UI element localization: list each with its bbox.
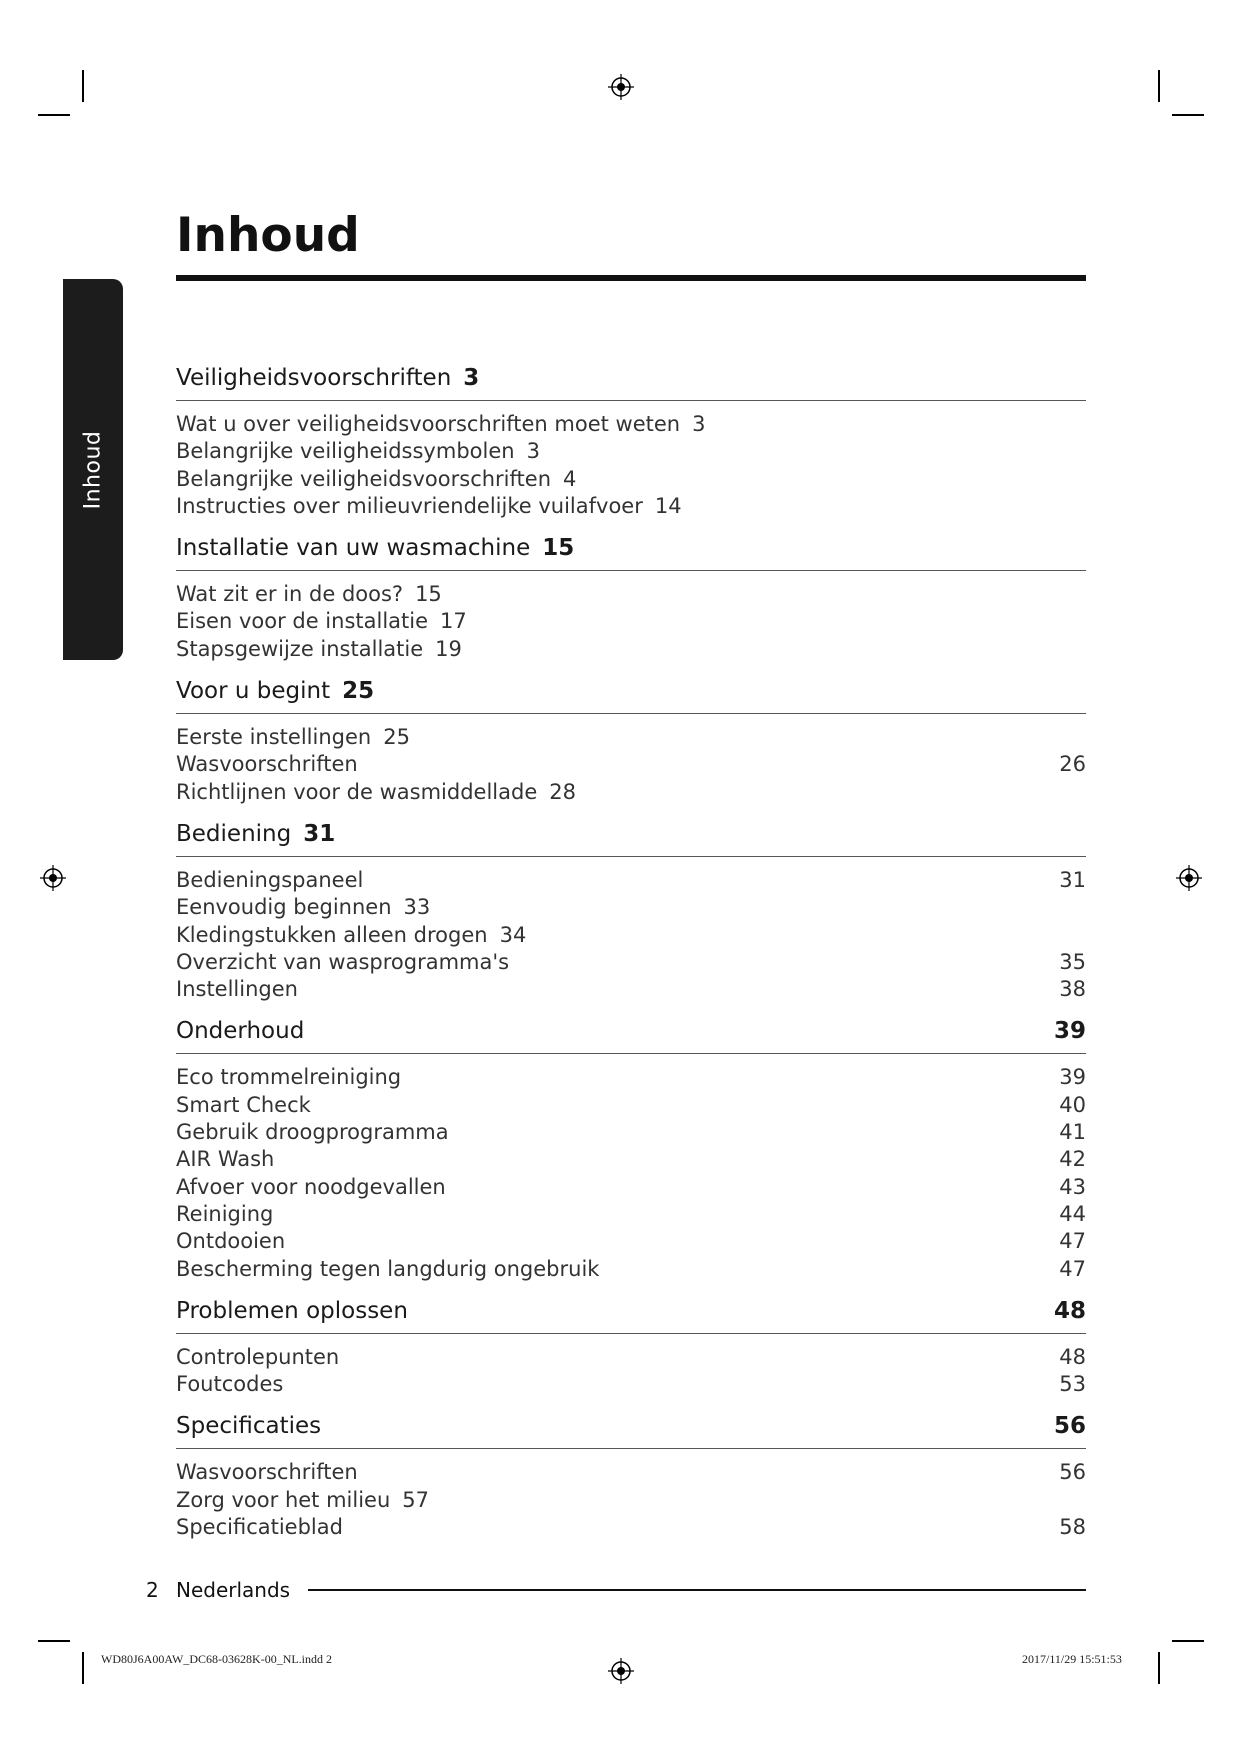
toc-entry-label: Zorg voor het milieu bbox=[176, 1487, 391, 1512]
toc-entry-page: 44 bbox=[1059, 1201, 1086, 1226]
toc-entry[interactable] bbox=[176, 411, 1086, 438]
toc-entry[interactable] bbox=[176, 751, 1086, 778]
toc-entry[interactable] bbox=[176, 949, 1086, 976]
toc-section bbox=[176, 675, 1086, 806]
toc-entry-page: 57 bbox=[402, 1487, 429, 1512]
toc-entry-page: 35 bbox=[1059, 949, 1086, 974]
toc-entry-page: 26 bbox=[1059, 752, 1086, 777]
toc-section-page: 15 bbox=[542, 535, 575, 562]
toc-entry-page: 40 bbox=[1059, 1092, 1086, 1117]
toc-entry[interactable] bbox=[176, 581, 1086, 608]
toc-entry-label: Stapsgewijze installatie bbox=[176, 636, 424, 661]
toc-entry[interactable] bbox=[176, 1256, 1086, 1283]
toc-entry-label: Wat u over veiligheidsvoorschriften moet weten bbox=[176, 412, 681, 436]
toc-entry-page: 39 bbox=[1059, 1065, 1086, 1090]
toc-section-page: 48 bbox=[1053, 1297, 1086, 1324]
toc-section-title: Installatie van uw wasmachine bbox=[176, 535, 531, 562]
toc-entry-label: Wat zit er in de doos? bbox=[176, 582, 404, 607]
toc-section bbox=[176, 1015, 1086, 1282]
toc-entry-page: 34 bbox=[499, 922, 527, 947]
toc-entry[interactable] bbox=[176, 724, 1086, 751]
toc-section-page: 31 bbox=[303, 820, 336, 847]
toc-entry[interactable] bbox=[176, 1119, 1086, 1146]
toc-section bbox=[176, 1410, 1086, 1541]
toc-entry[interactable] bbox=[176, 976, 1086, 1003]
toc-entry-label: Instructies over milieuvriendelijke vuilafvoer bbox=[176, 493, 643, 518]
toc-entry-page: 17 bbox=[440, 609, 467, 634]
toc-entry-label: Controlepunten bbox=[176, 1344, 340, 1369]
toc-entry-label: Reiniging bbox=[176, 1201, 274, 1226]
toc-entry[interactable] bbox=[176, 1228, 1086, 1255]
toc-section-title: Onderhoud bbox=[176, 1018, 305, 1045]
footer-rule bbox=[308, 1589, 1086, 1591]
toc-entry-label: Eenvoudig beginnen bbox=[176, 895, 392, 920]
toc-section-heading[interactable] bbox=[176, 362, 1086, 401]
crop-mark bbox=[82, 1652, 84, 1684]
toc-section-title: Voor u begint bbox=[176, 678, 331, 705]
title-rule bbox=[176, 275, 1086, 281]
toc-entry[interactable] bbox=[176, 867, 1086, 894]
toc-entry[interactable] bbox=[176, 608, 1086, 635]
toc-entry-label: Foutcodes bbox=[176, 1372, 284, 1397]
toc-section-title: Bediening bbox=[176, 820, 292, 847]
toc-entry-page: 56 bbox=[1059, 1460, 1086, 1485]
registration-mark-icon bbox=[1176, 865, 1202, 891]
toc-entry-page: 41 bbox=[1059, 1120, 1086, 1145]
toc-entry[interactable] bbox=[176, 636, 1086, 663]
page-footer bbox=[146, 1578, 1086, 1602]
toc-entry-page: 53 bbox=[1059, 1372, 1086, 1397]
toc-entry[interactable] bbox=[176, 1487, 1086, 1514]
toc-entry-page: 3 bbox=[526, 439, 540, 464]
toc-entry-label: Afvoer voor noodgevallen bbox=[176, 1174, 446, 1199]
toc-section-heading[interactable] bbox=[176, 532, 1086, 571]
registration-mark-icon bbox=[608, 1658, 634, 1684]
toc-entry-page: 43 bbox=[1059, 1174, 1086, 1199]
toc-entry-label: Eerste instellingen bbox=[176, 725, 372, 750]
toc-section-heading[interactable] bbox=[176, 675, 1086, 714]
toc-section-heading[interactable] bbox=[176, 1015, 1086, 1054]
print-slug-datetime: 2017/11/29 15:51:53 bbox=[1022, 1652, 1122, 1666]
toc-entry-label: Wasvoorschriften bbox=[176, 752, 358, 777]
page-number: 2 bbox=[146, 1578, 159, 1602]
toc-section-title: Problemen oplossen bbox=[176, 1297, 408, 1324]
toc-entry-page: 15 bbox=[415, 582, 442, 607]
toc-entry-page: 31 bbox=[1059, 867, 1086, 892]
toc-section-page: 39 bbox=[1053, 1018, 1086, 1045]
toc-entry-page: 4 bbox=[563, 466, 577, 491]
toc-entry-page: 48 bbox=[1059, 1344, 1086, 1369]
table-of-contents bbox=[176, 362, 1086, 1553]
toc-entry-page: 25 bbox=[383, 725, 410, 750]
side-tab-label: Inhoud bbox=[80, 430, 106, 509]
toc-entry-page: 47 bbox=[1059, 1229, 1086, 1254]
toc-entry[interactable] bbox=[176, 1344, 1086, 1371]
toc-entry[interactable] bbox=[176, 466, 1086, 493]
toc-section-page: 3 bbox=[463, 365, 480, 391]
page-title: Inhoud bbox=[176, 208, 360, 263]
toc-entry-label: Smart Check bbox=[176, 1092, 311, 1117]
toc-entry[interactable] bbox=[176, 922, 1086, 949]
toc-entry[interactable] bbox=[176, 1146, 1086, 1173]
toc-section bbox=[176, 1295, 1086, 1399]
toc-entry-page: 58 bbox=[1059, 1515, 1086, 1540]
toc-entry-page: 3 bbox=[692, 412, 706, 436]
toc-section bbox=[176, 362, 1086, 520]
toc-entry-label: Eco trommelreiniging bbox=[176, 1065, 402, 1090]
toc-entry-page: 42 bbox=[1059, 1147, 1086, 1172]
toc-section bbox=[176, 532, 1086, 663]
toc-entry-label: AIR Wash bbox=[176, 1147, 275, 1172]
toc-entry-page: 47 bbox=[1059, 1256, 1086, 1281]
toc-entry[interactable] bbox=[176, 1174, 1086, 1201]
print-slug-file: WD80J6A00AW_DC68-03628K-00_NL.indd 2 bbox=[101, 1652, 333, 1666]
toc-entry-label: Bedieningspaneel bbox=[176, 867, 364, 892]
toc-entry[interactable] bbox=[176, 779, 1086, 806]
toc-section-heading[interactable] bbox=[176, 1295, 1086, 1334]
toc-entry[interactable] bbox=[176, 493, 1086, 520]
crop-mark bbox=[82, 70, 84, 102]
toc-entry[interactable] bbox=[176, 1459, 1086, 1486]
toc-entry-page: 19 bbox=[435, 636, 462, 661]
toc-entry-page: 33 bbox=[403, 895, 431, 920]
footer-language: Nederlands bbox=[176, 1578, 291, 1602]
toc-entry[interactable] bbox=[176, 1064, 1086, 1091]
toc-entry-label: Kledingstukken alleen drogen bbox=[176, 922, 488, 947]
crop-mark bbox=[1158, 1652, 1160, 1684]
toc-entry-label: Bescherming tegen langdurig ongebruik bbox=[176, 1256, 600, 1281]
toc-entry-label: Wasvoorschriften bbox=[176, 1460, 358, 1485]
toc-section-heading[interactable] bbox=[176, 1410, 1086, 1449]
toc-entry-page: 28 bbox=[549, 779, 576, 804]
toc-entry-label: Belangrijke veiligheidssymbolen bbox=[176, 439, 515, 464]
toc-entry[interactable] bbox=[176, 1514, 1086, 1541]
toc-entry[interactable] bbox=[176, 1092, 1086, 1119]
crop-mark bbox=[1158, 70, 1160, 102]
toc-entry-label: Eisen voor de installatie bbox=[176, 609, 429, 634]
crop-mark bbox=[1172, 114, 1204, 116]
toc-section-page: 25 bbox=[342, 678, 375, 705]
toc-section bbox=[176, 818, 1086, 1003]
toc-section-title: Specificaties bbox=[176, 1413, 322, 1440]
crop-mark bbox=[38, 114, 70, 116]
toc-section-title: Veiligheidsvoorschriften bbox=[176, 365, 452, 391]
crop-mark bbox=[38, 1640, 70, 1642]
toc-entry[interactable] bbox=[176, 1371, 1086, 1398]
toc-section-heading[interactable] bbox=[176, 818, 1086, 857]
toc-entry[interactable] bbox=[176, 438, 1086, 465]
toc-entry-label: Richtlijnen voor de wasmiddellade bbox=[176, 779, 538, 804]
toc-section-page: 56 bbox=[1053, 1413, 1086, 1440]
toc-entry[interactable] bbox=[176, 1201, 1086, 1228]
side-tab bbox=[63, 279, 123, 660]
toc-entry-label: Belangrijke veiligheidsvoorschriften bbox=[176, 466, 552, 491]
toc-entry-label: Gebruik droogprogramma bbox=[176, 1120, 449, 1145]
toc-entry-label: Instellingen bbox=[176, 977, 298, 1002]
toc-entry-label: Ontdooien bbox=[176, 1229, 286, 1254]
registration-mark-icon bbox=[608, 74, 634, 100]
toc-entry-label: Overzicht van wasprogramma's bbox=[176, 949, 510, 974]
toc-entry-label: Specificatieblad bbox=[176, 1515, 343, 1540]
toc-entry[interactable] bbox=[176, 894, 1086, 921]
crop-mark bbox=[1172, 1640, 1204, 1642]
toc-entry-page: 38 bbox=[1059, 977, 1086, 1002]
toc-entry-page: 14 bbox=[654, 493, 682, 518]
registration-mark-icon bbox=[40, 865, 66, 891]
